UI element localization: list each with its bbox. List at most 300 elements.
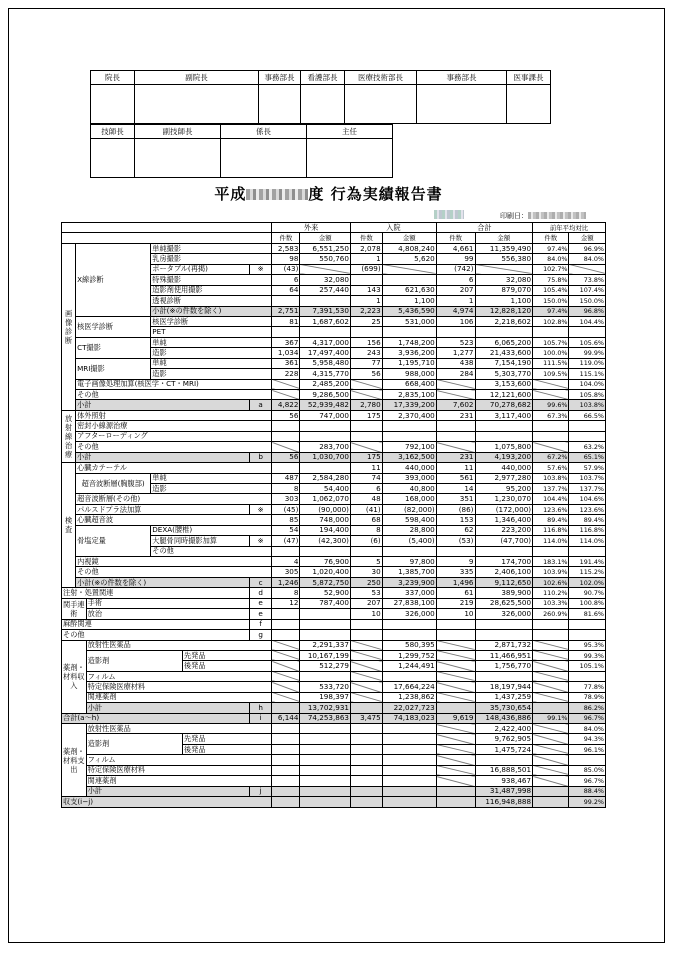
empty-cell [300, 431, 351, 441]
value-cell: 75.8% [533, 275, 569, 285]
row-label: 特殊撮影 [151, 275, 272, 285]
table-row [62, 682, 606, 692]
value-cell: 116.8% [569, 525, 606, 535]
value-cell: 7,602 [436, 400, 475, 410]
value-cell: 107.4% [569, 285, 606, 295]
value-cell [300, 327, 351, 337]
value-cell: 96.7% [569, 776, 606, 786]
value-cell: (41) [350, 504, 382, 514]
row-label: 透視診断 [151, 296, 272, 306]
value-cell: 787,400 [300, 598, 351, 608]
letter: d [249, 588, 271, 598]
empty-cell [475, 619, 533, 629]
value-cell: 4 [272, 557, 300, 567]
na-cell [350, 640, 382, 650]
value-cell: 531,000 [382, 316, 436, 326]
table-row [62, 243, 606, 253]
value-cell: 9 [436, 557, 475, 567]
value-cell: 150.0% [533, 296, 569, 306]
category-drug-income: 薬剤・材料収入 [62, 640, 87, 713]
value-cell: 63.2% [569, 442, 606, 452]
empty-cell [569, 431, 606, 441]
header-blank [62, 233, 272, 243]
value-cell: 2,751 [272, 306, 300, 316]
value-cell [350, 275, 382, 285]
empty-cell [436, 619, 475, 629]
row-label: 先発品 [182, 650, 271, 660]
value-cell: 97.4% [533, 306, 569, 316]
table-row [62, 233, 606, 243]
empty-cell [382, 619, 436, 629]
table-row [62, 619, 606, 629]
value-cell: 389,900 [475, 588, 533, 598]
value-cell: 1,346,400 [475, 515, 533, 525]
value-cell: 106 [436, 316, 475, 326]
empty-cell [569, 421, 606, 431]
category-ct: CT撮影 [76, 337, 151, 358]
value-cell [350, 797, 382, 807]
na-cell [533, 682, 569, 692]
category-inspection: 検査 [62, 463, 76, 588]
value-cell: 74,253,863 [300, 713, 351, 723]
value-cell: 70,278,682 [475, 400, 533, 410]
value-cell: 116,948,888 [475, 797, 533, 807]
value-cell: 11,466,951 [475, 650, 533, 660]
value-cell: (82,000) [382, 504, 436, 514]
value-cell [300, 797, 351, 807]
stamp-box [507, 85, 551, 124]
na-cell [436, 765, 475, 775]
stamp-box [259, 85, 301, 124]
table-row [62, 421, 606, 431]
value-cell: 1 [350, 296, 382, 306]
value-cell: 250 [350, 577, 382, 587]
value-cell: 57.6% [533, 463, 569, 473]
value-cell: 326,000 [382, 609, 436, 619]
value-cell: 512,279 [300, 661, 351, 671]
value-cell: 99.6% [533, 400, 569, 410]
empty-cell [436, 546, 475, 556]
row-label: フィルム [86, 755, 272, 765]
value-cell: 14 [436, 483, 475, 493]
row-label: 後発品 [182, 744, 271, 754]
value-cell [350, 327, 382, 337]
value-cell [382, 734, 436, 744]
redacted-period [246, 189, 308, 200]
value-cell: 35,730,654 [475, 703, 533, 713]
value-cell: 143 [350, 285, 382, 295]
value-cell: 1,100 [475, 296, 533, 306]
value-cell: 621,630 [382, 285, 436, 295]
subtotal-label: 小計 [86, 786, 249, 796]
report-title [0, 183, 657, 204]
na-cell [350, 682, 382, 692]
table-row [62, 390, 606, 400]
value-cell: 90.7% [569, 588, 606, 598]
value-cell [300, 776, 351, 786]
value-cell: 12,828,120 [475, 306, 533, 316]
value-cell: 303 [272, 494, 300, 504]
value-cell: 27,838,100 [382, 598, 436, 608]
na-cell [272, 379, 300, 389]
table-row [62, 431, 606, 441]
value-cell: 56 [272, 452, 300, 462]
table-row [62, 504, 606, 514]
na-cell [533, 744, 569, 754]
value-cell: 52,939,482 [300, 400, 351, 410]
value-cell [300, 463, 351, 473]
print-date [500, 211, 586, 221]
value-cell [533, 327, 569, 337]
value-cell: 102.0% [569, 577, 606, 587]
value-cell: 305 [272, 567, 300, 577]
empty-cell [350, 421, 382, 431]
table-row [62, 650, 606, 660]
na-cell [350, 703, 382, 713]
na-cell [569, 264, 606, 274]
empty-cell [569, 671, 606, 681]
value-cell: 326,000 [475, 609, 533, 619]
value-cell: 1,100 [382, 296, 436, 306]
row-label: PET [151, 327, 272, 337]
empty-cell [436, 755, 475, 765]
value-cell [382, 327, 436, 337]
empty-cell [475, 421, 533, 431]
value-cell: 102.7% [533, 264, 569, 274]
na-cell [436, 379, 475, 389]
empty-cell [533, 619, 569, 629]
value-cell [350, 786, 382, 796]
value-cell: 137.7% [569, 483, 606, 493]
empty-cell [300, 421, 351, 431]
value-cell: 156 [350, 337, 382, 347]
header-inpatient: 入院 [350, 223, 436, 233]
value-cell: 1,034 [272, 348, 300, 358]
row-label: その他 [76, 390, 272, 400]
value-cell [300, 765, 351, 775]
empty-cell [350, 619, 382, 629]
na-cell [350, 379, 382, 389]
row-label: 核医学診断 [151, 316, 272, 326]
value-cell: 77 [350, 358, 382, 368]
empty-cell [272, 671, 300, 681]
table-row [62, 515, 606, 525]
letter: i [249, 713, 271, 723]
value-cell: 1,687,602 [300, 316, 351, 326]
table-row [62, 692, 606, 702]
value-cell: 1,437,259 [475, 692, 533, 702]
row-label: その他 [76, 442, 272, 452]
value-cell: 748,000 [300, 515, 351, 525]
value-cell [300, 724, 351, 734]
value-cell: 393,000 [382, 473, 436, 483]
stamp-box [307, 139, 393, 178]
value-cell: 228 [272, 369, 300, 379]
value-cell: 440,000 [475, 463, 533, 473]
table-row [62, 567, 606, 577]
header-comparison: 前年平均対比 [533, 223, 606, 233]
value-cell: 96.7% [569, 713, 606, 723]
value-cell: 335 [436, 567, 475, 577]
value-cell: 96.1% [569, 744, 606, 754]
na-cell [272, 703, 300, 713]
value-cell [350, 744, 382, 754]
table-row [62, 765, 606, 775]
value-cell: 103.7% [569, 473, 606, 483]
value-cell: 183.1% [533, 557, 569, 567]
letter: e [249, 609, 271, 619]
na-cell [436, 640, 475, 650]
value-cell: 4,193,200 [475, 452, 533, 462]
row-label: 体外照射 [76, 410, 272, 420]
value-cell: 219 [436, 598, 475, 608]
row-label: 後発品 [182, 661, 271, 671]
table-row [62, 630, 606, 640]
na-cell [475, 264, 533, 274]
value-cell: 5,436,590 [382, 306, 436, 316]
table-row [62, 786, 606, 796]
row-label: DEXA(腰椎) [151, 525, 272, 535]
value-cell: 1 [436, 296, 475, 306]
row-label: ポータブル(再掲) [151, 264, 250, 274]
na-cell [350, 442, 382, 452]
row-label: 関連薬剤 [86, 776, 272, 786]
na-cell [533, 776, 569, 786]
value-cell: 81.6% [569, 609, 606, 619]
value-cell: 2,422,400 [475, 724, 533, 734]
value-cell: 17,339,200 [382, 400, 436, 410]
value-cell [300, 744, 351, 754]
empty-cell [569, 630, 606, 640]
value-cell: (53) [436, 536, 475, 546]
value-cell: 4,661 [436, 243, 475, 253]
empty-cell [350, 546, 382, 556]
value-cell: 9,112,650 [475, 577, 533, 587]
value-cell: 9,286,500 [300, 390, 351, 400]
value-cell: 3,153,600 [475, 379, 533, 389]
value-cell: 938,467 [475, 776, 533, 786]
header-count: 件数 [533, 233, 569, 243]
value-cell: 78.9% [569, 692, 606, 702]
value-cell [382, 776, 436, 786]
subtotal-label: 小計 [86, 703, 249, 713]
value-cell: 2,291,337 [300, 640, 351, 650]
na-cell [272, 390, 300, 400]
value-cell [272, 786, 300, 796]
value-cell: 32,080 [300, 275, 351, 285]
value-cell: 487 [272, 473, 300, 483]
stamp-label: 事務部長 [417, 71, 507, 85]
row-label: 麻酔関連 [62, 619, 250, 629]
value-cell: (43) [272, 264, 300, 274]
subtotal-label: 小計(※の件数を除く) [151, 306, 272, 316]
value-cell: 361 [272, 358, 300, 368]
value-cell: 65.1% [569, 452, 606, 462]
row-label: 特定保険医療材料 [86, 765, 272, 775]
table-row [62, 463, 606, 473]
value-cell: 119.0% [569, 358, 606, 368]
value-cell: 61 [436, 588, 475, 598]
value-cell: 12,121,600 [475, 390, 533, 400]
na-cell [533, 724, 569, 734]
value-cell: 6 [272, 275, 300, 285]
stamp-box [345, 85, 417, 124]
row-label: 造影剤使用撮影 [151, 285, 272, 295]
value-cell: 10,167,199 [300, 650, 351, 660]
value-cell: 2,223 [350, 306, 382, 316]
empty-cell [533, 546, 569, 556]
category-mri: MRI撮影 [76, 358, 151, 379]
table-row [62, 588, 606, 598]
value-cell: 84.0% [569, 724, 606, 734]
value-cell: 116.8% [533, 525, 569, 535]
value-cell: 5,872,750 [300, 577, 351, 587]
redacted-mark [434, 210, 464, 219]
value-cell: 8 [350, 525, 382, 535]
value-cell [475, 327, 533, 337]
na-cell [436, 797, 475, 807]
row-label: 内視鏡 [76, 557, 272, 567]
header-outpatient: 外来 [272, 223, 351, 233]
row-label: 電子画像処理加算(核医学・CT・MRI) [76, 379, 272, 389]
value-cell: 31,487,998 [475, 786, 533, 796]
letter: c [249, 577, 271, 587]
row-label: 造影 [151, 348, 272, 358]
value-cell: 115.1% [569, 369, 606, 379]
na-cell [533, 390, 569, 400]
na-cell [436, 776, 475, 786]
value-cell: 104.0% [569, 379, 606, 389]
value-cell [272, 797, 300, 807]
value-cell [300, 734, 351, 744]
value-cell [272, 765, 300, 775]
na-cell [300, 264, 351, 274]
empty-cell [272, 755, 300, 765]
na-cell [436, 661, 475, 671]
value-cell: (5,400) [382, 536, 436, 546]
table-row [62, 609, 606, 619]
na-cell [350, 650, 382, 660]
empty-cell [382, 755, 436, 765]
value-cell: 94.3% [569, 734, 606, 744]
value-cell: 22,027,723 [382, 703, 436, 713]
value-cell: 440,000 [382, 463, 436, 473]
row-label: 造影 [151, 369, 272, 379]
empty-cell [382, 421, 436, 431]
empty-cell [300, 546, 351, 556]
row-label: アフターローディング [76, 431, 272, 441]
value-cell: 66.5% [569, 410, 606, 420]
na-cell [436, 744, 475, 754]
value-cell: (47) [272, 536, 300, 546]
empty-cell [382, 671, 436, 681]
value-cell: 102.8% [533, 316, 569, 326]
na-cell [382, 264, 436, 274]
value-cell [272, 734, 300, 744]
value-cell: 68 [350, 515, 382, 525]
value-cell [272, 463, 300, 473]
value-cell: 231 [436, 410, 475, 420]
value-cell [300, 609, 351, 619]
value-cell: 580,395 [382, 640, 436, 650]
value-cell: 99.3% [569, 650, 606, 660]
stamp-box [417, 85, 507, 124]
na-cell [350, 661, 382, 671]
value-cell: 550,760 [300, 254, 351, 264]
value-cell [382, 744, 436, 754]
na-cell [436, 724, 475, 734]
value-cell: 3,475 [350, 713, 382, 723]
empty-cell [475, 546, 533, 556]
na-cell [533, 786, 569, 796]
value-cell [272, 296, 300, 306]
value-cell: (90,000) [300, 504, 351, 514]
na-cell [533, 661, 569, 671]
value-cell: 1,062,070 [300, 494, 351, 504]
na-cell [350, 692, 382, 702]
value-cell: 99 [436, 254, 475, 264]
letter: g [249, 630, 271, 640]
na-cell [272, 682, 300, 692]
value-cell [272, 327, 300, 337]
value-cell: 103.8% [569, 400, 606, 410]
letter: a [249, 400, 271, 410]
approval-stamp-table-2 [90, 124, 393, 178]
na-cell [533, 797, 569, 807]
stamp-label: 院長 [91, 71, 135, 85]
stamp-box [135, 85, 259, 124]
value-cell: (86) [436, 504, 475, 514]
value-cell [350, 776, 382, 786]
value-cell: 1,756,770 [475, 661, 533, 671]
value-cell: 53 [350, 588, 382, 598]
header-amount: 金額 [569, 233, 606, 243]
table-row [62, 577, 606, 587]
mark: ※ [249, 504, 271, 514]
na-cell [436, 442, 475, 452]
value-cell: 6 [436, 275, 475, 285]
value-cell: 1,195,710 [382, 358, 436, 368]
category-xray: X線診断 [76, 243, 151, 316]
table-row [62, 442, 606, 452]
value-cell: 11 [436, 463, 475, 473]
value-cell: 105.1% [569, 661, 606, 671]
value-cell: 114.0% [533, 536, 569, 546]
value-cell: 103.3% [533, 598, 569, 608]
header-amount: 金額 [382, 233, 436, 243]
category-nuclear: 核医学診断 [76, 316, 151, 337]
value-cell [350, 734, 382, 744]
table-row [62, 494, 606, 504]
header-count: 件数 [350, 233, 382, 243]
value-cell: 598,400 [382, 515, 436, 525]
value-cell: 11,359,490 [475, 243, 533, 253]
value-cell: 879,070 [475, 285, 533, 295]
value-cell: 40,800 [382, 483, 436, 493]
value-cell: 7,391,530 [300, 306, 351, 316]
category-uscardio: 超音波断層(胸腹部) [76, 473, 151, 494]
value-cell: (45) [272, 504, 300, 514]
na-cell [533, 765, 569, 775]
value-cell: 2,977,280 [475, 473, 533, 483]
value-cell: 10 [350, 609, 382, 619]
na-cell [436, 650, 475, 660]
value-cell: 104.4% [569, 316, 606, 326]
empty-cell [272, 630, 300, 640]
empty-cell [475, 755, 533, 765]
value-cell: 76,900 [300, 557, 351, 567]
value-cell: 64 [272, 285, 300, 295]
